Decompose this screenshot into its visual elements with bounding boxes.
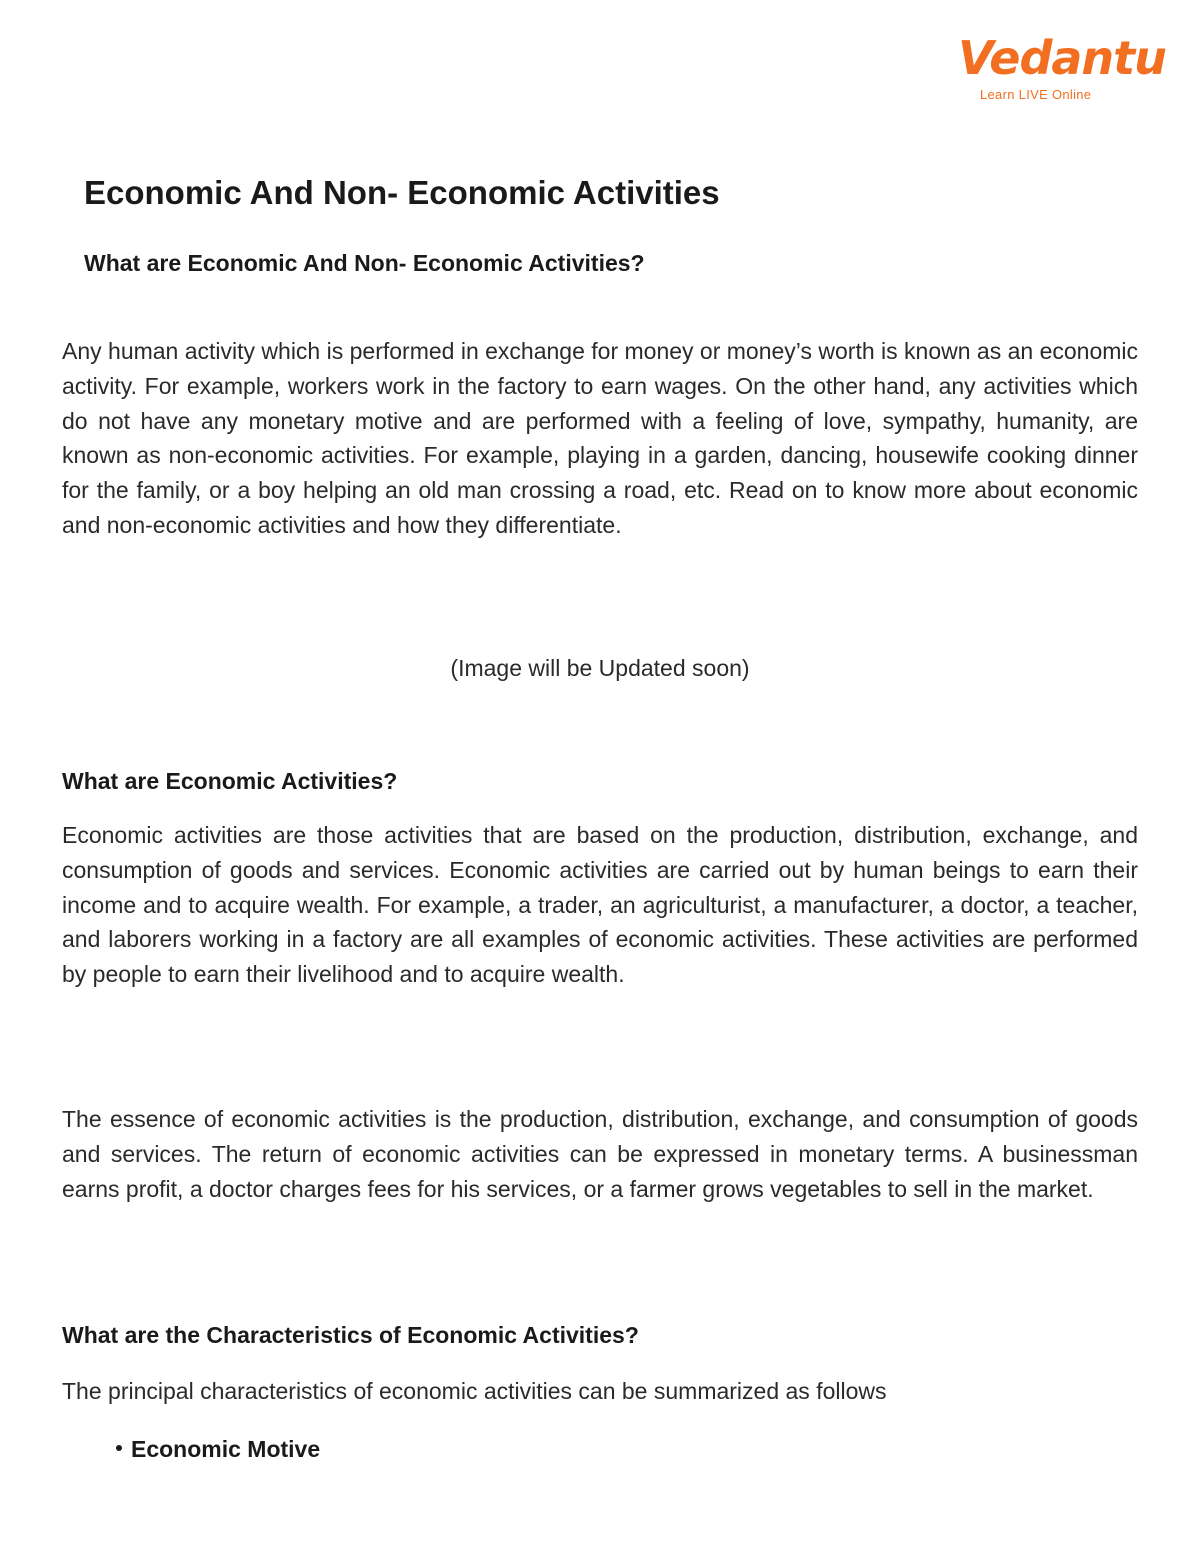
image-placeholder-note: (Image will be Updated soon) [450, 655, 750, 681]
page-title: Economic And Non- Economic Activities [84, 174, 720, 211]
economic-activities-paragraph-2: The essence of economic activities is the production, distribution, exchange, and consumption of goods and services. The return of economic activities can be expressed in monetary terms. A businessman earns profit, a doctor charges fees for his services, or a farmer grows vegetables to sell in the market. [62, 1106, 1138, 1202]
characteristics-intro: The principal characteristics of economic activities can be summarized as follows [62, 1378, 887, 1404]
bullet-icon [116, 1445, 122, 1451]
intro-heading: What are Economic And Non- Economic Activities? [84, 250, 645, 276]
logo-wordmark: Vedantu [958, 31, 1166, 85]
logo-tagline: Learn LIVE Online [980, 87, 1092, 102]
economic-activities-paragraph-1: Economic activities are those activities that are based on the production, distribution, exchange, and consumption of goods and services. Economic activities are carried out by human beings to earn their income and to acquire wealth. For example, a trader, an agriculturist, a manufacturer, a doctor, a teacher, and laborers working in a factory are all examples of economic activities. These activities are performed by people to earn their livelihood and to acquire wealth. [62, 822, 1138, 988]
list-item [116, 1432, 320, 1466]
intro-paragraph: Any human activity which is performed in exchange for money or money’s worth is known as an economic activity. For example, workers work in the factory to earn wages. On the other hand, any activities which do not have any monetary motive and are performed with a feeling of love, sympathy, humanity, are known as non-economic activities. For example, playing in a garden, dancing, housewife cooking dinner for the family, or a boy helping an old man crossing a road, etc. Read on to know more about economic and non-economic activities and how they differentiate. [62, 338, 1138, 538]
characteristics-heading: What are the Characteristics of Economic Activities? [62, 1322, 639, 1348]
vedantu-logo [958, 30, 1166, 110]
economic-activities-heading: What are Economic Activities? [62, 768, 398, 794]
list-item-label: Economic Motive [131, 1436, 321, 1462]
